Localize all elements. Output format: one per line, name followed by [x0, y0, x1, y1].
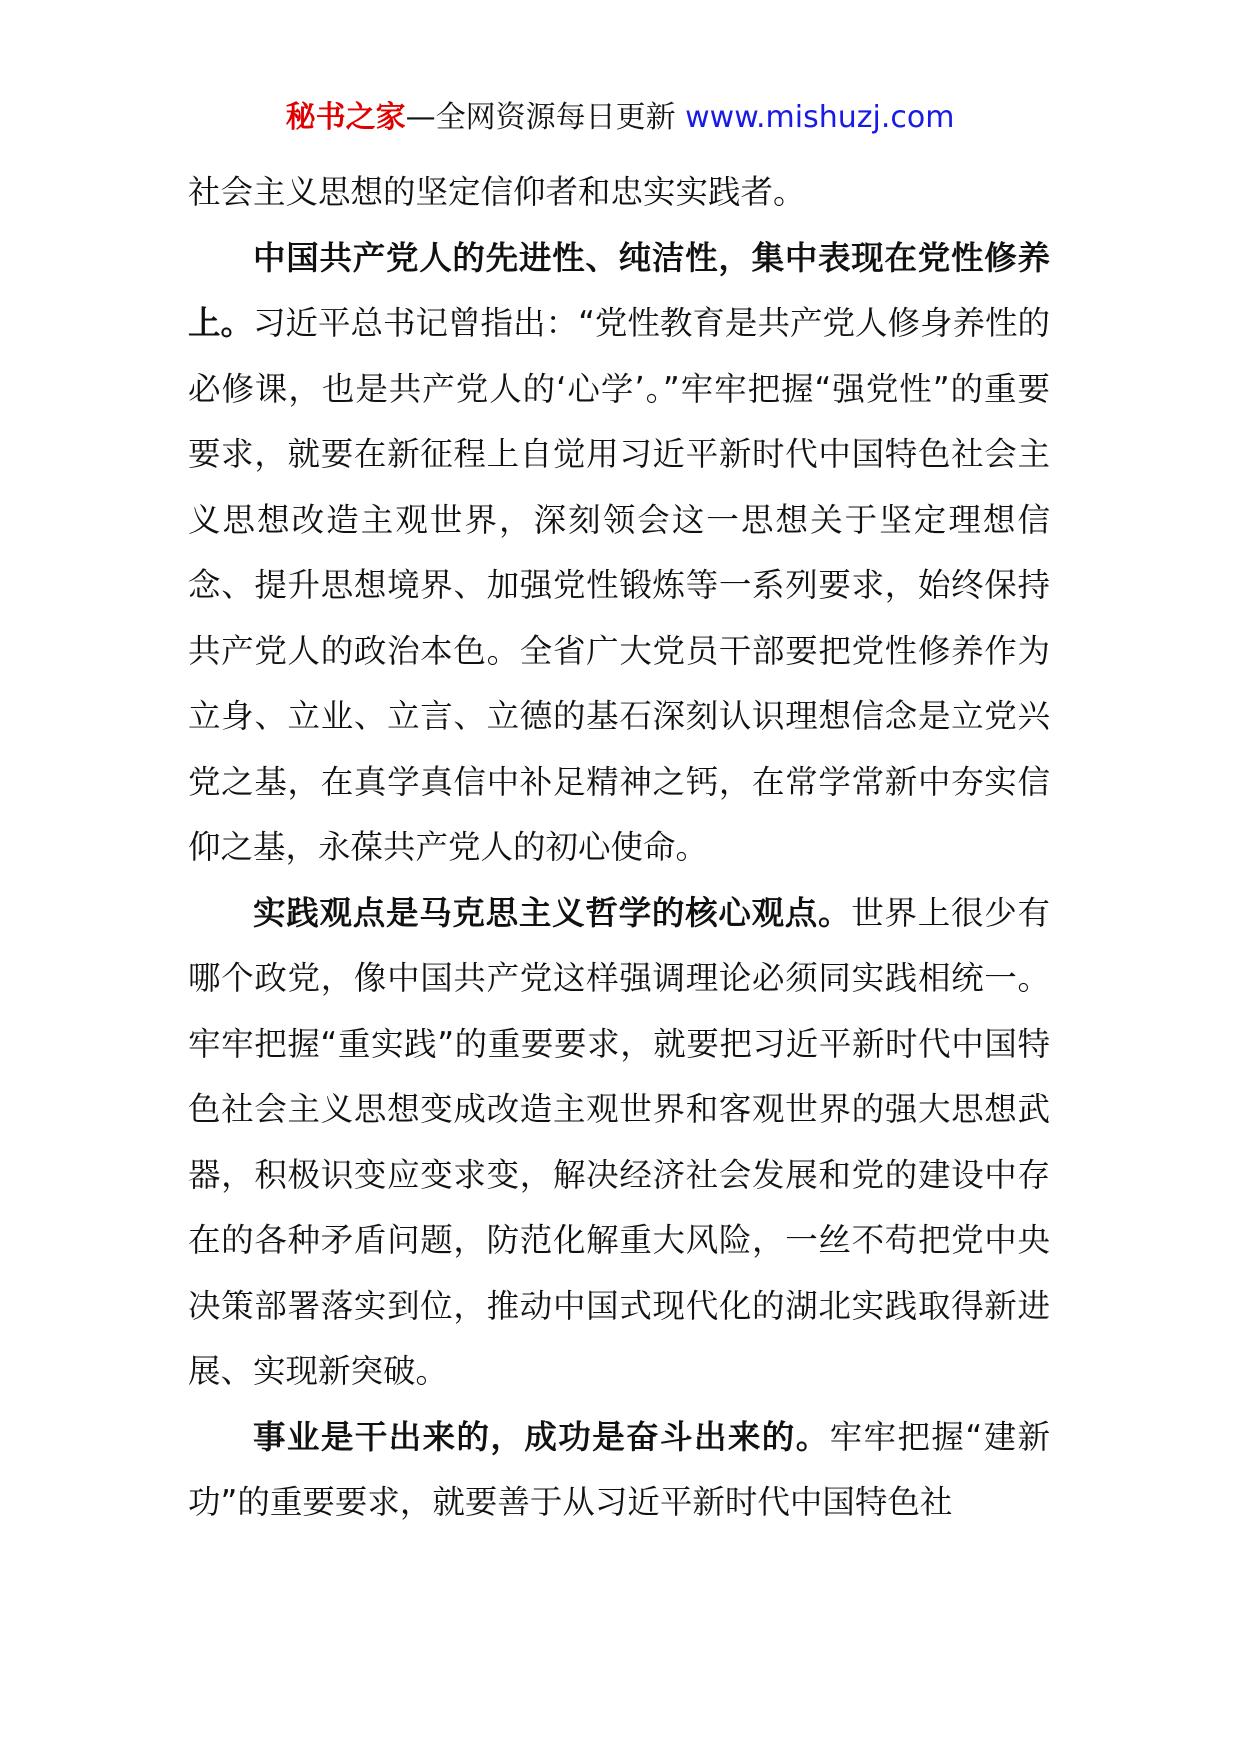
paragraph-lead-sentence: 实践观点是马克思主义哲学的核心观点。: [253, 893, 852, 932]
site-watermark-header: [0, 98, 1240, 138]
paragraph-lead-sentence: 事业是干出来的，成功是奋斗出来的。: [253, 1417, 830, 1456]
paragraph-text: 世界上很少有哪个政党，像中国共产党这样强调理论必须同实践相统一。牢牢把握“重实践”的重要要求，就要把习近平新时代中国特色社会主义思想变成改造主观世界和客观世界的强大思想武器，积极识变应变求变，解决经济社会发展和党的建设中存在的各种矛盾问题，防范化解重大风险，一丝不苟把党中央决策部署落实到位，推动中国式现代化的湖北实践取得新进展、实现新突破。: [188, 893, 1050, 1390]
document-body: [188, 160, 1050, 1536]
site-url: www.mishuzj.com: [685, 100, 955, 135]
paragraph-text: 社会主义思想的坚定信仰者和忠实实践者。: [188, 173, 806, 211]
paragraph-practice: [188, 881, 1050, 1405]
paragraph-party-spirit: [188, 226, 1050, 881]
paragraph-text: 习近平总书记曾指出：“党性教育是共产党人修身养性的必修课，也是共产党人的‘心学’。”牢牢把握“强党性”的重要要求，就要在新征程上自觉用习近平新时代中国特色社会主义思想改造主观世界，深刻领会这一思想关于坚定理想信念、提升思想境界、加强党性锻炼等一系列要求，始终保持共产党人的政治本色。全省广大党员干部要把党性修养作为立身、立业、立言、立德的基石深刻认识理想信念是立党兴党之基，在真学真信中补足精神之钙，在常学常新中夯实信仰之基，永葆共产党人的初心使命。: [188, 304, 1050, 866]
brand-name: 秘书之家: [285, 100, 406, 135]
paragraph-continued: [188, 160, 1050, 226]
paragraph-lead-sentence: 中国共产党人的先进性、纯洁性，集中表现在党性修养上。: [188, 238, 1050, 342]
header-tagline: —全网资源每日更新: [405, 100, 686, 135]
paragraph-text: 牢牢把握“建新功”的重要要求，就要善于从习近平新时代中国特色社: [188, 1417, 1050, 1521]
paragraph-new-achievements: [188, 1405, 1050, 1536]
